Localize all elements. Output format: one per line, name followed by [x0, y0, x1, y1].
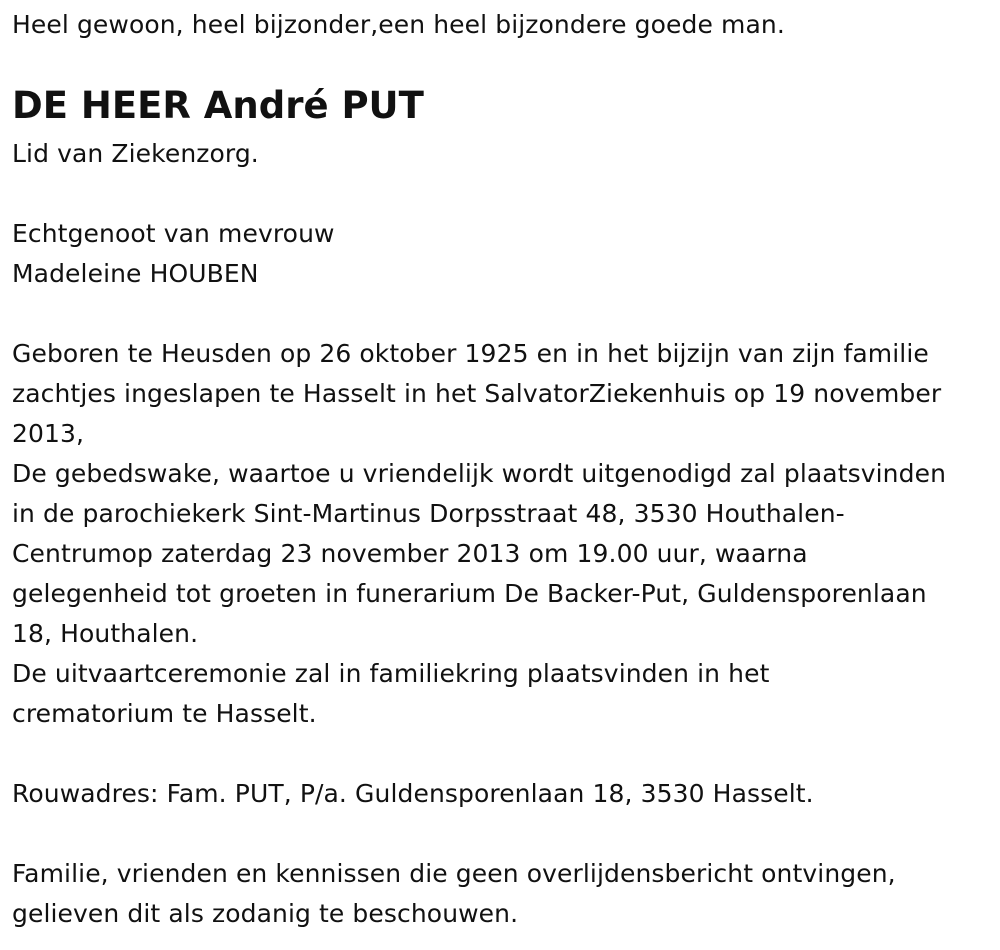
closing-line: Familie, vrienden en kennissen die geen overlijdensbericht ontvingen,	[12, 859, 896, 888]
details-line: Geboren te Heusden op 26 oktober 1925 en in het bijzijn van zijn familie	[12, 339, 929, 368]
spouse-line: Echtgenoot van mevrouw	[12, 219, 335, 248]
closing-block	[12, 854, 896, 934]
details-line: in de parochiekerk Sint-Martinus Dorpsstraat 48, 3530 Houthalen-	[12, 499, 845, 528]
address-block	[12, 774, 814, 814]
deceased-name: DE HEER André PUT	[12, 84, 424, 127]
details-line: De uitvaartceremonie zal in familiekring plaatsvinden in het	[12, 659, 770, 688]
spouse-name: Madeleine HOUBEN	[12, 259, 259, 288]
membership-block	[12, 134, 259, 174]
membership-text: Lid van Ziekenzorg.	[12, 139, 259, 168]
closing-line: gelieven dit als zodanig te beschouwen.	[12, 899, 519, 928]
details-line: 18, Houthalen.	[12, 619, 199, 648]
details-line: crematorium te Hasselt.	[12, 699, 317, 728]
spouse-block	[12, 214, 335, 294]
details-block	[12, 334, 946, 734]
details-line: 2013,	[12, 419, 85, 448]
details-line: gelegenheid tot groeten in funerarium De Backer-Put, Guldensporenlaan	[12, 579, 927, 608]
details-line: zachtjes ingeslapen te Hasselt in het SalvatorZiekenhuis op 19 november	[12, 379, 942, 408]
details-line: Centrumop zaterdag 23 november 2013 om 19.00 uur, waarna	[12, 539, 808, 568]
intro-text: Heel gewoon, heel bijzonder,een heel bijzondere goede man.	[12, 10, 785, 39]
details-line: De gebedswake, waartoe u vriendelijk wordt uitgenodigd zal plaatsvinden	[12, 459, 947, 488]
mourning-address: Rouwadres: Fam. PUT, P/a. Guldensporenlaan 18, 3530 Hasselt.	[12, 779, 814, 808]
